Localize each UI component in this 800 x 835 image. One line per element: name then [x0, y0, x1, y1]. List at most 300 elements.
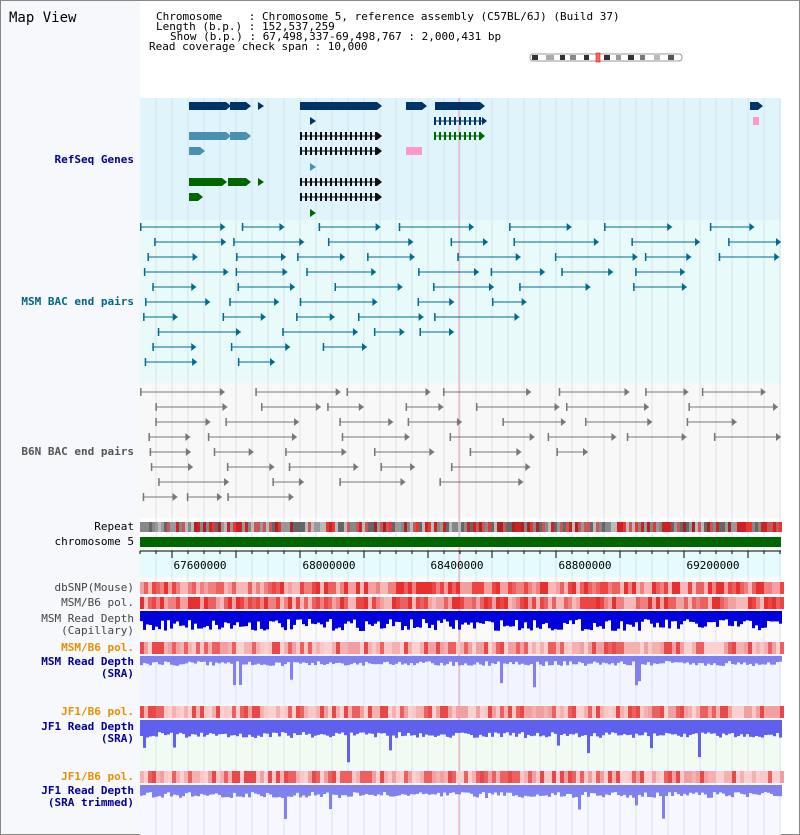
heat-cell [276, 706, 280, 718]
track-label-dbsnp[interactable]: dbSNP(Mouse) [54, 581, 134, 594]
heat-cell [576, 642, 580, 654]
track-label-jf1-depth-sra[interactable]: JF1 Read Depth (SRA) [41, 720, 134, 745]
heat-cell [484, 597, 488, 609]
depth-bar [236, 611, 239, 622]
heat-cell [712, 597, 716, 609]
depth-bar [269, 656, 272, 666]
heat-cell [692, 706, 696, 718]
depth-bar [143, 656, 146, 663]
repeat-segment [497, 522, 500, 532]
heat-cell [364, 582, 368, 594]
heat-cell [152, 582, 156, 594]
heat-cell [716, 642, 720, 654]
heat-cell [504, 582, 508, 594]
depth-bar [212, 656, 215, 665]
depth-bar [557, 656, 560, 665]
depth-bar [686, 611, 689, 619]
depth-bar [641, 720, 644, 735]
gene-exon-block [435, 102, 480, 110]
repeat-segment [266, 522, 269, 532]
depth-bar [365, 656, 368, 662]
depth-bar [464, 720, 467, 733]
heat-cell [164, 706, 168, 718]
heat-cell [160, 642, 164, 654]
depth-bar [737, 785, 740, 792]
heat-cell [620, 597, 624, 609]
depth-bar [299, 720, 302, 735]
depth-bar [149, 720, 152, 736]
heat-cell [484, 771, 488, 783]
depth-bar [383, 720, 386, 733]
depth-bar [749, 611, 752, 621]
depth-bar [758, 720, 761, 737]
depth-bar [638, 785, 641, 795]
heat-cell [684, 706, 688, 718]
repeat-segment [164, 522, 167, 532]
heat-cell [416, 771, 420, 783]
depth-bar [443, 720, 446, 735]
repeat-segment [491, 522, 494, 532]
depth-bar [206, 720, 209, 735]
jf1-b6-pol-heat-strip[interactable] [140, 706, 784, 718]
heat-cell [492, 597, 496, 609]
depth-bar [659, 785, 662, 796]
heat-cell [408, 582, 412, 594]
depth-bar [587, 656, 590, 664]
depth-bar [392, 785, 395, 797]
heat-cell [512, 597, 516, 609]
heat-cell [272, 597, 276, 609]
depth-bar [401, 785, 404, 794]
heat-cell [696, 771, 700, 783]
gene-exon [335, 193, 337, 201]
depth-bar [749, 720, 752, 737]
depth-bar [413, 656, 416, 665]
repeat-segment [290, 522, 293, 532]
heat-cell [248, 706, 252, 718]
heat-cell [480, 597, 484, 609]
heat-cell [600, 642, 604, 654]
depth-bar [689, 785, 692, 793]
heat-cell [464, 597, 468, 609]
msm-b6-pol-heat-strip[interactable] [140, 597, 784, 609]
track-label-refseq[interactable]: RefSeq Genes [54, 153, 134, 166]
depth-bar [515, 720, 518, 737]
depth-bar [575, 656, 578, 664]
depth-bar [737, 656, 740, 662]
depth-bar [482, 720, 485, 736]
repeat-segment [419, 522, 422, 532]
depth-bar [314, 611, 317, 624]
depth-bar [449, 656, 452, 662]
depth-bar [287, 656, 290, 662]
depth-bar [602, 611, 605, 629]
heat-cell [612, 597, 616, 609]
depth-bar [326, 720, 329, 736]
depth-bar [392, 720, 395, 736]
depth-bar [527, 656, 530, 665]
heat-cell [632, 642, 636, 654]
heat-cell [296, 771, 300, 783]
depth-bar [221, 656, 224, 662]
bac-end [519, 283, 521, 291]
chromosome-ideogram[interactable] [530, 53, 682, 62]
repeat-segment [446, 522, 449, 532]
heat-cell [656, 706, 660, 718]
depth-bar [629, 611, 632, 625]
heat-cell [368, 706, 372, 718]
repeat-segment [749, 522, 752, 532]
gene-exon-block [228, 178, 246, 186]
depth-bar [470, 720, 473, 735]
heat-cell [244, 771, 248, 783]
depth-bar [449, 785, 452, 793]
heat-cell [536, 706, 540, 718]
depth-bar [524, 611, 527, 622]
depth-bar [386, 611, 389, 624]
depth-bar [623, 656, 626, 664]
depth-bar [146, 656, 149, 664]
ruler-tick-label: 68400000 [430, 559, 484, 572]
heat-cell [668, 706, 672, 718]
heat-cell [212, 582, 216, 594]
depth-bar [209, 656, 212, 662]
heat-cell [296, 582, 300, 594]
gene-exon [320, 147, 322, 155]
depth-bar [695, 611, 698, 624]
heat-cell [432, 706, 436, 718]
depth-bar [395, 656, 398, 664]
repeat-segment [695, 522, 698, 532]
heat-cell [460, 597, 464, 609]
heat-cell [540, 706, 544, 718]
depth-bar [359, 656, 362, 663]
depth-bar [389, 785, 392, 797]
depth-bar [419, 656, 422, 662]
repeat-segment [461, 522, 464, 532]
repeat-segment [215, 522, 218, 532]
depth-bar [776, 785, 779, 796]
bac-end [633, 283, 635, 291]
repeat-segment [668, 522, 671, 532]
repeat-segment [701, 522, 704, 532]
heat-cell [332, 597, 336, 609]
depth-bar [452, 611, 455, 629]
repeat-segment [596, 522, 599, 532]
heat-cell [648, 771, 652, 783]
repeat-segment [710, 522, 713, 532]
heat-cell [360, 597, 364, 609]
heat-cell [624, 642, 628, 654]
repeat-track[interactable] [140, 522, 782, 532]
depth-bar [572, 656, 575, 664]
track-label-msm-depth-sra[interactable]: MSM Read Depth (SRA) [41, 655, 134, 680]
heat-cell [772, 706, 776, 718]
gene-exon [345, 132, 347, 140]
depth-bar [248, 785, 251, 797]
heat-cell [160, 771, 164, 783]
depth-bar [479, 785, 482, 794]
track-label-msm-b6-pol-2[interactable]: MSM/B6 pol. [61, 641, 134, 654]
gene-exon [320, 132, 322, 140]
depth-bar [209, 720, 212, 733]
gene-exon [340, 193, 342, 201]
depth-bar [719, 611, 722, 620]
track-label-jf1-b6-pol[interactable]: JF1/B6 pol. [61, 705, 134, 718]
repeat-segment [737, 522, 740, 532]
depth-bar [215, 785, 218, 793]
repeat-segment [488, 522, 491, 532]
repeat-segment [239, 522, 242, 532]
heat-cell [304, 582, 308, 594]
depth-bar [146, 611, 149, 624]
depth-bar [461, 656, 464, 665]
repeat-segment [245, 522, 248, 532]
depth-bar [554, 656, 557, 661]
heat-cell [520, 582, 524, 594]
depth-bar [275, 720, 278, 733]
heat-cell [428, 706, 432, 718]
depth-bar [656, 656, 659, 664]
heat-cell [396, 642, 400, 654]
heat-cell [260, 642, 264, 654]
depth-bar [527, 611, 530, 629]
depth-bar [740, 720, 743, 734]
track-label-jf1-depth-trimmed[interactable]: JF1 Read Depth (SRA trimmed) [41, 784, 134, 809]
heat-cell [240, 706, 244, 718]
repeat-segment [548, 522, 551, 532]
msm-b6-pol-heat-strip-2[interactable] [140, 642, 784, 654]
heat-cell [600, 597, 604, 609]
heat-cell [764, 642, 768, 654]
heat-cell [456, 771, 460, 783]
heat-cell [616, 597, 620, 609]
heat-cell [656, 582, 660, 594]
repeat-segment [581, 522, 584, 532]
repeat-segment [176, 522, 179, 532]
heat-cell [656, 597, 660, 609]
heat-cell [604, 706, 608, 718]
bac-end [418, 268, 420, 276]
heat-cell [592, 706, 596, 718]
heat-cell [468, 597, 472, 609]
repeat-segment [350, 522, 353, 532]
repeat-segment [308, 522, 311, 532]
heat-cell [648, 706, 652, 718]
depth-bar [713, 656, 716, 663]
depth-bar [695, 720, 698, 733]
heat-cell [440, 771, 444, 783]
depth-bar [251, 785, 254, 792]
repeat-segment [407, 522, 410, 532]
repeat-segment [719, 522, 722, 532]
heat-cell [620, 771, 624, 783]
heat-cell [676, 642, 680, 654]
heat-cell [236, 597, 240, 609]
heat-cell [680, 582, 684, 594]
depth-bar [404, 720, 407, 736]
depth-bar [149, 611, 152, 625]
gene-exon [315, 178, 317, 186]
jf1-b6-pol-heat-strip-2[interactable] [140, 771, 784, 783]
heat-cell [768, 771, 772, 783]
depth-bar [335, 785, 338, 795]
depth-bar [404, 785, 407, 795]
gene-exon [439, 117, 441, 125]
depth-bar [311, 656, 314, 663]
depth-bar [200, 785, 203, 794]
depth-bar [509, 611, 512, 627]
track-label-msm-depth-capillary[interactable]: MSM Read Depth (Capillary) [41, 612, 134, 637]
heat-cell [260, 582, 264, 594]
depth-bar [731, 611, 734, 626]
heat-cell [288, 597, 292, 609]
track-label-jf1-b6-pol-2[interactable]: JF1/B6 pol. [61, 770, 134, 783]
repeat-segment [758, 522, 761, 532]
heat-cell [216, 771, 220, 783]
heat-cell [168, 597, 172, 609]
heat-cell [548, 642, 552, 654]
bac-end [434, 313, 436, 321]
bac-end [261, 403, 263, 411]
depth-bar [185, 611, 188, 627]
heat-cell [312, 771, 316, 783]
heat-cell [436, 642, 440, 654]
heat-cell [416, 582, 420, 594]
depth-bar [461, 785, 464, 792]
heat-cell [268, 642, 272, 654]
gene-exon [360, 147, 362, 155]
depth-bar [197, 656, 200, 661]
depth-bar [755, 785, 758, 794]
heat-cell [412, 597, 416, 609]
depth-bar [299, 656, 302, 664]
depth-bar [293, 656, 296, 662]
repeat-segment [755, 522, 758, 532]
heat-cell [348, 582, 352, 594]
depth-bar [500, 720, 503, 737]
bac-end [236, 253, 238, 261]
heat-cell [608, 642, 612, 654]
depth-bar [776, 656, 779, 662]
track-label-msm-bac[interactable]: MSM BAC end pairs [21, 295, 134, 308]
heat-cell [236, 706, 240, 718]
depth-bar [530, 611, 533, 630]
depth-bar [416, 611, 419, 627]
bac-end [148, 433, 150, 441]
depth-bar [254, 720, 257, 738]
heat-cell [756, 771, 760, 783]
track-label-b6n-bac[interactable]: B6N BAC end pairs [21, 445, 134, 458]
heat-cell [736, 642, 740, 654]
heat-cell [284, 597, 288, 609]
depth-bar [386, 785, 389, 795]
depth-bar [314, 656, 317, 665]
heat-cell [432, 597, 436, 609]
depth-bar [236, 785, 239, 797]
heat-cell [268, 597, 272, 609]
heat-cell [236, 771, 240, 783]
gene-exon [320, 193, 322, 201]
depth-bar [377, 611, 380, 621]
gene-exon [305, 178, 307, 186]
heat-cell [232, 642, 236, 654]
repeat-segment [500, 522, 503, 532]
depth-bar [689, 720, 692, 735]
repeat-segment [503, 522, 506, 532]
heat-cell [780, 642, 784, 654]
repeat-segment [614, 522, 617, 532]
heat-cell [700, 706, 704, 718]
track-label-repeat[interactable]: Repeat [94, 520, 134, 533]
bac-end [300, 298, 302, 306]
heat-cell [512, 582, 516, 594]
heat-cell [468, 582, 472, 594]
depth-bar [587, 611, 590, 629]
depth-bar [194, 785, 197, 796]
depth-bar [683, 785, 686, 794]
depth-bar [668, 785, 671, 792]
repeat-segment [368, 522, 371, 532]
repeat-segment [173, 522, 176, 532]
heat-cell [200, 582, 204, 594]
repeat-segment [476, 522, 479, 532]
dbsnp-heat-strip[interactable] [140, 582, 784, 594]
depth-bar [224, 611, 227, 622]
heat-cell [452, 771, 456, 783]
depth-bar [461, 720, 464, 733]
depth-bar [557, 785, 560, 792]
heat-cell [352, 597, 356, 609]
depth-bar [698, 611, 701, 627]
heat-cell [284, 706, 288, 718]
heat-cell [732, 642, 736, 654]
heat-cell [316, 771, 320, 783]
depth-bar [473, 656, 476, 665]
depth-bar [644, 611, 647, 619]
heat-cell [232, 582, 236, 594]
heat-cell [400, 642, 404, 654]
heat-cell [152, 597, 156, 609]
heat-cell [380, 706, 384, 718]
repeat-segment [158, 522, 161, 532]
heat-cell [496, 771, 500, 783]
track-label-msm-b6-pol[interactable]: MSM/B6 pol. [61, 596, 134, 609]
heat-cell [404, 642, 408, 654]
depth-bar [227, 720, 230, 737]
bac-end [238, 358, 240, 366]
depth-bar [239, 656, 242, 685]
gene-exon-block [406, 102, 422, 110]
heat-cell [196, 706, 200, 718]
depth-bar [716, 656, 719, 665]
heat-cell [260, 771, 264, 783]
depth-bar [365, 785, 368, 794]
heat-cell [696, 706, 700, 718]
repeat-segment [599, 522, 602, 532]
heat-cell [548, 771, 552, 783]
repeat-segment [287, 522, 290, 532]
depth-bar [596, 720, 599, 736]
gene-exon [375, 132, 377, 140]
gene-exon [330, 193, 332, 201]
depth-bar [293, 720, 296, 733]
heat-cell [248, 642, 252, 654]
gene-exon [330, 178, 332, 186]
depth-bar [662, 611, 665, 628]
heat-cell [156, 597, 160, 609]
depth-bar [428, 611, 431, 628]
